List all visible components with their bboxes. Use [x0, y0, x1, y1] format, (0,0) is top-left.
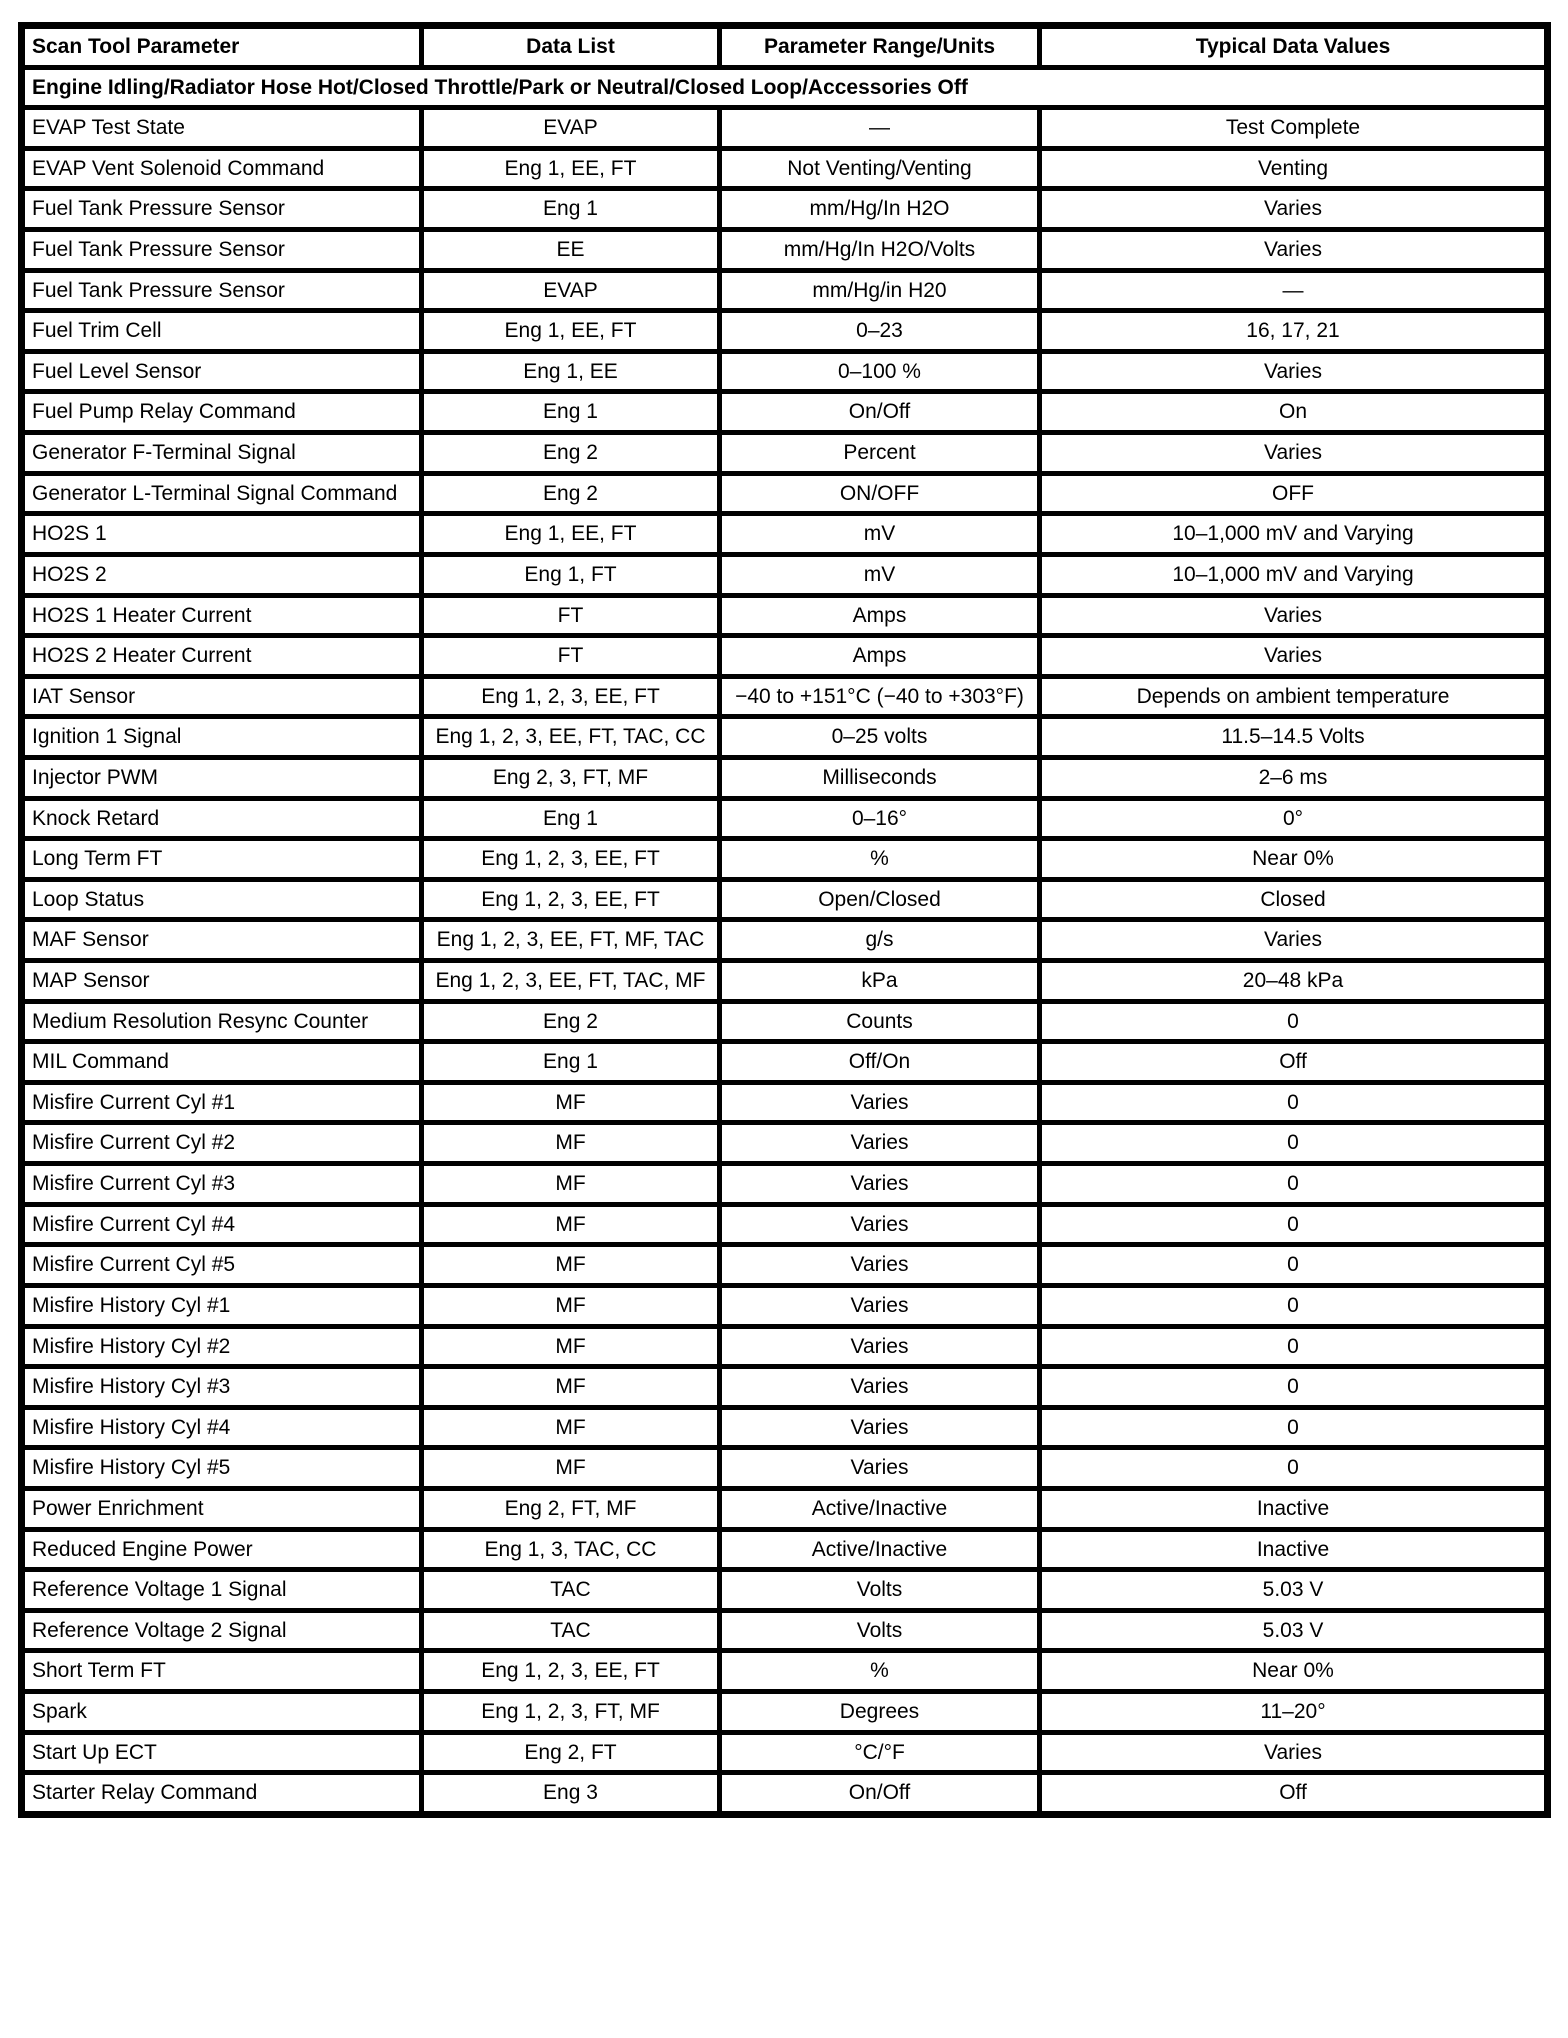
parameter-cell: Starter Relay Command	[22, 1773, 422, 1815]
table-row	[22, 757, 1548, 798]
range-units-cell: 0–23	[720, 311, 1040, 352]
parameter-cell: EVAP Test State	[22, 108, 422, 149]
parameter-cell: Fuel Trim Cell	[22, 311, 422, 352]
typical-value-cell: Varies	[1040, 595, 1548, 636]
range-units-cell: Percent	[720, 433, 1040, 474]
typical-value-cell: 0	[1040, 1245, 1548, 1286]
table-row	[22, 433, 1548, 474]
table-row	[22, 1367, 1548, 1408]
range-units-cell: On/Off	[720, 392, 1040, 433]
data-list-cell: Eng 1, 2, 3, EE, FT	[422, 1651, 720, 1692]
section-header-row	[22, 67, 1548, 108]
data-list-cell: Eng 1	[422, 1042, 720, 1083]
typical-value-cell: Depends on ambient temperature	[1040, 676, 1548, 717]
data-list-cell: Eng 1, EE, FT	[422, 148, 720, 189]
parameter-cell: Reference Voltage 1 Signal	[22, 1570, 422, 1611]
range-units-cell: On/Off	[720, 1773, 1040, 1815]
typical-value-cell: 2–6 ms	[1040, 757, 1548, 798]
range-units-cell: %	[720, 839, 1040, 880]
table-row	[22, 1285, 1548, 1326]
typical-value-cell: 20–48 kPa	[1040, 961, 1548, 1002]
range-units-cell: 0–16°	[720, 798, 1040, 839]
data-list-cell: Eng 1, 2, 3, EE, FT, TAC, CC	[422, 717, 720, 758]
parameter-cell: Generator L-Terminal Signal Command	[22, 473, 422, 514]
table-row	[22, 595, 1548, 636]
typical-value-cell: 0	[1040, 1123, 1548, 1164]
parameter-cell: Loop Status	[22, 879, 422, 920]
table-row	[22, 636, 1548, 677]
parameter-cell: Start Up ECT	[22, 1732, 422, 1773]
parameter-cell: Reference Voltage 2 Signal	[22, 1610, 422, 1651]
range-units-cell: Counts	[720, 1001, 1040, 1042]
table-row	[22, 1691, 1548, 1732]
typical-value-cell: 0	[1040, 1407, 1548, 1448]
scan-tool-parameter-table	[18, 22, 1551, 1818]
data-list-cell: MF	[422, 1407, 720, 1448]
parameter-cell: Generator F-Terminal Signal	[22, 433, 422, 474]
data-list-cell: MF	[422, 1164, 720, 1205]
range-units-cell: Milliseconds	[720, 757, 1040, 798]
range-units-cell: Active/Inactive	[720, 1488, 1040, 1529]
table-row	[22, 189, 1548, 230]
table-row	[22, 717, 1548, 758]
typical-value-cell: Test Complete	[1040, 108, 1548, 149]
table-row	[22, 1529, 1548, 1570]
range-units-cell: 0–25 volts	[720, 717, 1040, 758]
typical-value-cell: 10–1,000 mV and Varying	[1040, 554, 1548, 595]
parameter-cell: Spark	[22, 1691, 422, 1732]
parameter-cell: HO2S 2	[22, 554, 422, 595]
typical-value-cell: 0	[1040, 1204, 1548, 1245]
range-units-cell: °C/°F	[720, 1732, 1040, 1773]
data-list-cell: Eng 1	[422, 392, 720, 433]
typical-value-cell: 5.03 V	[1040, 1570, 1548, 1611]
data-list-cell: MF	[422, 1082, 720, 1123]
table-row	[22, 1123, 1548, 1164]
data-list-cell: Eng 2, FT	[422, 1732, 720, 1773]
typical-value-cell: 0	[1040, 1448, 1548, 1489]
table-row	[22, 392, 1548, 433]
range-units-cell: Varies	[720, 1407, 1040, 1448]
data-list-cell: Eng 2	[422, 1001, 720, 1042]
typical-value-cell: Inactive	[1040, 1488, 1548, 1529]
typical-value-cell: Closed	[1040, 879, 1548, 920]
parameter-cell: Fuel Pump Relay Command	[22, 392, 422, 433]
typical-value-cell: 16, 17, 21	[1040, 311, 1548, 352]
typical-value-cell: 0	[1040, 1164, 1548, 1205]
data-list-cell: Eng 1, 2, 3, EE, FT	[422, 879, 720, 920]
table-row	[22, 148, 1548, 189]
data-list-cell: Eng 1, 2, 3, EE, FT	[422, 676, 720, 717]
typical-value-cell: 0	[1040, 1082, 1548, 1123]
table-row	[22, 1082, 1548, 1123]
parameter-cell: Misfire Current Cyl #3	[22, 1164, 422, 1205]
data-list-cell: Eng 1, 3, TAC, CC	[422, 1529, 720, 1570]
range-units-cell: g/s	[720, 920, 1040, 961]
data-list-cell: Eng 1, EE, FT	[422, 514, 720, 555]
table-row	[22, 1001, 1548, 1042]
range-units-cell: −40 to +151°C (−40 to +303°F)	[720, 676, 1040, 717]
typical-value-cell: Near 0%	[1040, 839, 1548, 880]
parameter-cell: IAT Sensor	[22, 676, 422, 717]
range-units-cell: mm/Hg/In H2O	[720, 189, 1040, 230]
typical-value-cell: Near 0%	[1040, 1651, 1548, 1692]
range-units-cell: Off/On	[720, 1042, 1040, 1083]
parameter-cell: Long Term FT	[22, 839, 422, 880]
table-row	[22, 676, 1548, 717]
range-units-cell: Degrees	[720, 1691, 1040, 1732]
parameter-cell: HO2S 2 Heater Current	[22, 636, 422, 677]
column-header-scan-tool-parameter: Scan Tool Parameter	[22, 26, 422, 68]
parameter-cell: Short Term FT	[22, 1651, 422, 1692]
table-row	[22, 1448, 1548, 1489]
data-list-cell: Eng 2	[422, 433, 720, 474]
data-list-cell: Eng 2	[422, 473, 720, 514]
range-units-cell: Varies	[720, 1367, 1040, 1408]
table-row	[22, 798, 1548, 839]
parameter-cell: EVAP Vent Solenoid Command	[22, 148, 422, 189]
parameter-cell: Knock Retard	[22, 798, 422, 839]
parameter-cell: Medium Resolution Resync Counter	[22, 1001, 422, 1042]
typical-value-cell: Inactive	[1040, 1529, 1548, 1570]
parameter-cell: HO2S 1	[22, 514, 422, 555]
table-row	[22, 1651, 1548, 1692]
parameter-cell: Fuel Level Sensor	[22, 351, 422, 392]
table-row	[22, 879, 1548, 920]
table-row	[22, 473, 1548, 514]
section-header-text: Engine Idling/Radiator Hose Hot/Closed Throttle/Park or Neutral/Closed Loop/Accessories Off	[22, 67, 1548, 108]
typical-value-cell: 0	[1040, 1285, 1548, 1326]
typical-value-cell: Venting	[1040, 148, 1548, 189]
range-units-cell: kPa	[720, 961, 1040, 1002]
data-list-cell: FT	[422, 636, 720, 677]
parameter-cell: Misfire History Cyl #5	[22, 1448, 422, 1489]
typical-value-cell: 11.5–14.5 Volts	[1040, 717, 1548, 758]
parameter-cell: Fuel Tank Pressure Sensor	[22, 270, 422, 311]
table-row	[22, 1042, 1548, 1083]
data-list-cell: Eng 1, 2, 3, FT, MF	[422, 1691, 720, 1732]
data-list-cell: MF	[422, 1285, 720, 1326]
data-list-cell: Eng 2, FT, MF	[422, 1488, 720, 1529]
range-units-cell: ON/OFF	[720, 473, 1040, 514]
table-row	[22, 514, 1548, 555]
data-list-cell: MF	[422, 1367, 720, 1408]
parameter-cell: Misfire History Cyl #3	[22, 1367, 422, 1408]
data-list-cell: Eng 2, 3, FT, MF	[422, 757, 720, 798]
table-row	[22, 1326, 1548, 1367]
range-units-cell: Active/Inactive	[720, 1529, 1040, 1570]
table-row	[22, 230, 1548, 271]
data-list-cell: Eng 1, 2, 3, EE, FT	[422, 839, 720, 880]
table-row	[22, 1407, 1548, 1448]
table-row	[22, 1610, 1548, 1651]
column-header-typical-data-values: Typical Data Values	[1040, 26, 1548, 68]
column-header-parameter-range-units: Parameter Range/Units	[720, 26, 1040, 68]
parameter-cell: Misfire Current Cyl #2	[22, 1123, 422, 1164]
data-list-cell: MF	[422, 1245, 720, 1286]
table-row	[22, 1773, 1548, 1815]
range-units-cell: %	[720, 1651, 1040, 1692]
typical-value-cell: 0	[1040, 1367, 1548, 1408]
range-units-cell: Not Venting/Venting	[720, 148, 1040, 189]
table-row	[22, 839, 1548, 880]
parameter-cell: Fuel Tank Pressure Sensor	[22, 230, 422, 271]
data-list-cell: Eng 1, EE, FT	[422, 311, 720, 352]
data-list-cell: Eng 1	[422, 189, 720, 230]
parameter-cell: MAF Sensor	[22, 920, 422, 961]
table-row	[22, 1245, 1548, 1286]
table-row	[22, 351, 1548, 392]
range-units-cell: 0–100 %	[720, 351, 1040, 392]
typical-value-cell: Varies	[1040, 1732, 1548, 1773]
parameter-cell: Fuel Tank Pressure Sensor	[22, 189, 422, 230]
data-list-cell: TAC	[422, 1610, 720, 1651]
data-list-cell: Eng 1, 2, 3, EE, FT, MF, TAC	[422, 920, 720, 961]
typical-value-cell: 0	[1040, 1326, 1548, 1367]
data-list-cell: EVAP	[422, 270, 720, 311]
parameter-cell: Power Enrichment	[22, 1488, 422, 1529]
table-row	[22, 1570, 1548, 1611]
range-units-cell: Open/Closed	[720, 879, 1040, 920]
data-list-cell: Eng 1, EE	[422, 351, 720, 392]
data-list-cell: MF	[422, 1326, 720, 1367]
parameter-cell: Ignition 1 Signal	[22, 717, 422, 758]
typical-value-cell: Varies	[1040, 189, 1548, 230]
range-units-cell: —	[720, 108, 1040, 149]
table-body	[22, 108, 1548, 1815]
data-list-cell: Eng 1, FT	[422, 554, 720, 595]
range-units-cell: Varies	[720, 1448, 1040, 1489]
table-row	[22, 961, 1548, 1002]
range-units-cell: Varies	[720, 1245, 1040, 1286]
range-units-cell: Varies	[720, 1285, 1040, 1326]
table-row	[22, 554, 1548, 595]
range-units-cell: Volts	[720, 1570, 1040, 1611]
parameter-cell: Misfire Current Cyl #5	[22, 1245, 422, 1286]
range-units-cell: mV	[720, 514, 1040, 555]
typical-value-cell: 10–1,000 mV and Varying	[1040, 514, 1548, 555]
table-row	[22, 920, 1548, 961]
typical-value-cell: —	[1040, 270, 1548, 311]
table-row	[22, 1732, 1548, 1773]
range-units-cell: Varies	[720, 1164, 1040, 1205]
range-units-cell: Varies	[720, 1326, 1040, 1367]
parameter-cell: Misfire History Cyl #4	[22, 1407, 422, 1448]
range-units-cell: Volts	[720, 1610, 1040, 1651]
data-list-cell: Eng 3	[422, 1773, 720, 1815]
table-row	[22, 270, 1548, 311]
parameter-cell: Reduced Engine Power	[22, 1529, 422, 1570]
range-units-cell: Varies	[720, 1204, 1040, 1245]
typical-value-cell: Varies	[1040, 351, 1548, 392]
parameter-cell: Injector PWM	[22, 757, 422, 798]
parameter-cell: HO2S 1 Heater Current	[22, 595, 422, 636]
column-header-data-list: Data List	[422, 26, 720, 68]
parameter-cell: Misfire Current Cyl #1	[22, 1082, 422, 1123]
typical-value-cell: Varies	[1040, 433, 1548, 474]
table-row	[22, 1204, 1548, 1245]
data-list-cell: Eng 1	[422, 798, 720, 839]
typical-value-cell: On	[1040, 392, 1548, 433]
range-units-cell: Amps	[720, 636, 1040, 677]
data-list-cell: MF	[422, 1204, 720, 1245]
range-units-cell: mm/Hg/in H20	[720, 270, 1040, 311]
parameter-cell: MIL Command	[22, 1042, 422, 1083]
range-units-cell: Varies	[720, 1082, 1040, 1123]
table-row	[22, 1164, 1548, 1205]
parameter-cell: Misfire Current Cyl #4	[22, 1204, 422, 1245]
range-units-cell: mV	[720, 554, 1040, 595]
data-list-cell: EE	[422, 230, 720, 271]
data-list-cell: TAC	[422, 1570, 720, 1611]
parameter-cell: MAP Sensor	[22, 961, 422, 1002]
typical-value-cell: Varies	[1040, 920, 1548, 961]
data-list-cell: MF	[422, 1123, 720, 1164]
typical-value-cell: Off	[1040, 1042, 1548, 1083]
table-row	[22, 1488, 1548, 1529]
range-units-cell: Amps	[720, 595, 1040, 636]
typical-value-cell: Varies	[1040, 230, 1548, 271]
parameter-cell: Misfire History Cyl #2	[22, 1326, 422, 1367]
typical-value-cell: Off	[1040, 1773, 1548, 1815]
typical-value-cell: 5.03 V	[1040, 1610, 1548, 1651]
data-list-cell: Eng 1, 2, 3, EE, FT, TAC, MF	[422, 961, 720, 1002]
range-units-cell: Varies	[720, 1123, 1040, 1164]
typical-value-cell: 0	[1040, 1001, 1548, 1042]
data-list-cell: EVAP	[422, 108, 720, 149]
table-row	[22, 311, 1548, 352]
range-units-cell: mm/Hg/In H2O/Volts	[720, 230, 1040, 271]
parameter-cell: Misfire History Cyl #1	[22, 1285, 422, 1326]
typical-value-cell: Varies	[1040, 636, 1548, 677]
data-list-cell: FT	[422, 595, 720, 636]
data-list-cell: MF	[422, 1448, 720, 1489]
table-row	[22, 108, 1548, 149]
typical-value-cell: 11–20°	[1040, 1691, 1548, 1732]
typical-value-cell: 0°	[1040, 798, 1548, 839]
column-header-row	[22, 26, 1548, 68]
typical-value-cell: OFF	[1040, 473, 1548, 514]
